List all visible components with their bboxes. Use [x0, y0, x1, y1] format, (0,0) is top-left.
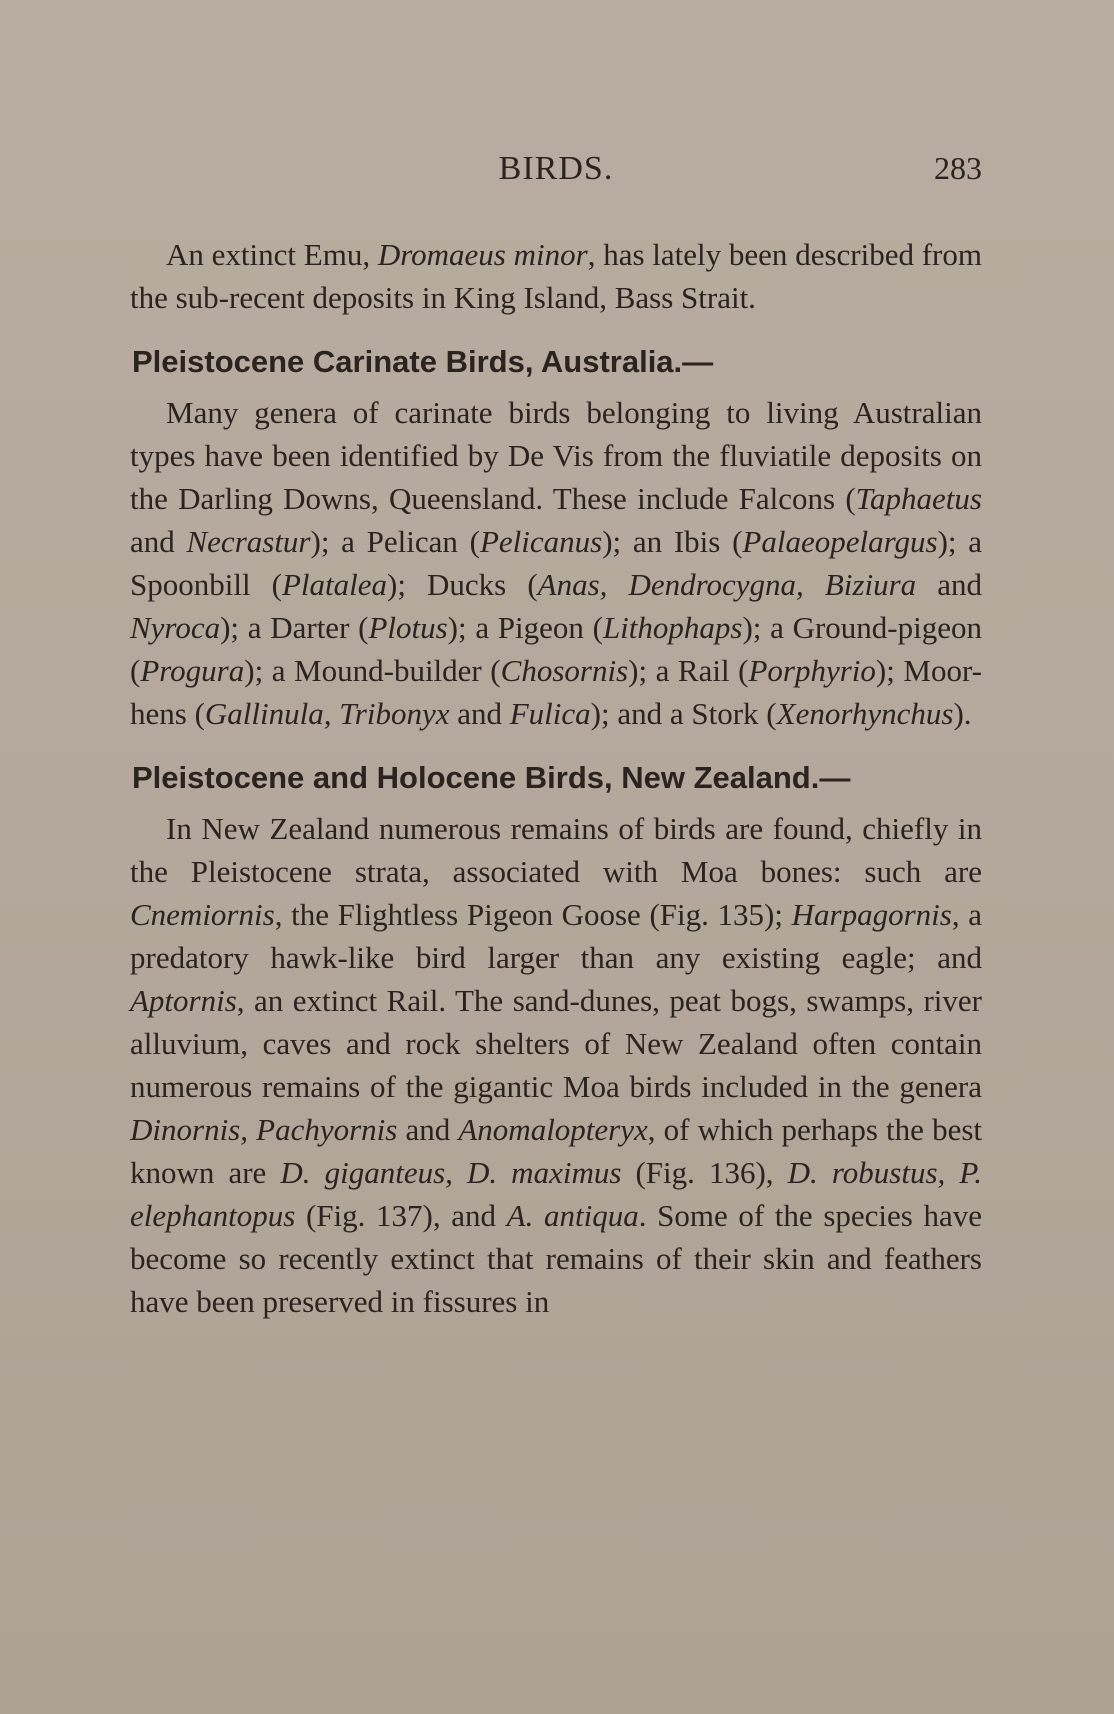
page-header [130, 150, 982, 200]
paragraph-new-zealand-birds: In New Zealand numerous remains of birds are found, chiefly in the Pleistocene strata, associated with Moa bones: such are Cnemiornis, the Flightless Pigeon Goose (Fig. 135); Harpagornis, a predatory hawk-like bird larger than any existing eagle; and Aptornis, an extinct Rail. The sand-dunes, peat bogs, swamps, river alluvium, caves and rock shelters of New Zealand often contain numerous remains of the gigantic Moa birds included in the genera Dinornis, Pachyornis and Anomalopteryx, of which perhaps the best known are D. giganteus, D. maximus (Fig. 136), D. robustus, P. elephantopus (Fig. 137), and A. antiqua. Some of the species have become so recently extinct that remains of their skin and feathers have been preserved in fissures in [130, 811, 983, 1319]
heading-pleistocene-holocene-birds: Pleistocene and Holocene Birds, New Zealand.— [132, 760, 851, 795]
paragraph-extinct-emu: An extinct Emu, Dromaeus minor, has lately been described from the sub-recent deposits in King Island, Bass Strait. [130, 237, 982, 315]
heading-pleistocene-carinate-birds: Pleistocene Carinate Birds, Australia.— [132, 344, 714, 379]
running-head: BIRDS. [498, 150, 614, 187]
paragraph-carinate-birds: Many genera of carinate birds belonging to living Australian types have been identified by De Vis from the fluviatile deposits on the Darling Downs, Queensland. These include Falcons (Taphaetus and Necrastur); a Pelican (Pelicanus); an Ibis (Palaeopelargus); a Spoonbill (Platalea); Ducks (Anas, Dendrocygna, Biziura and Nyroca); a Darter (Plotus); a Pigeon (Lithophaps); a Ground-pigeon (Progura); a Mound-builder (Chosornis); a Rail (Porphyrio); Moor-hens (Gallinula, Tribonyx and Fulica); and a Stork (Xenorhynchus). [130, 395, 983, 731]
page-number: 283 [934, 150, 982, 186]
page-body [130, 233, 982, 1323]
